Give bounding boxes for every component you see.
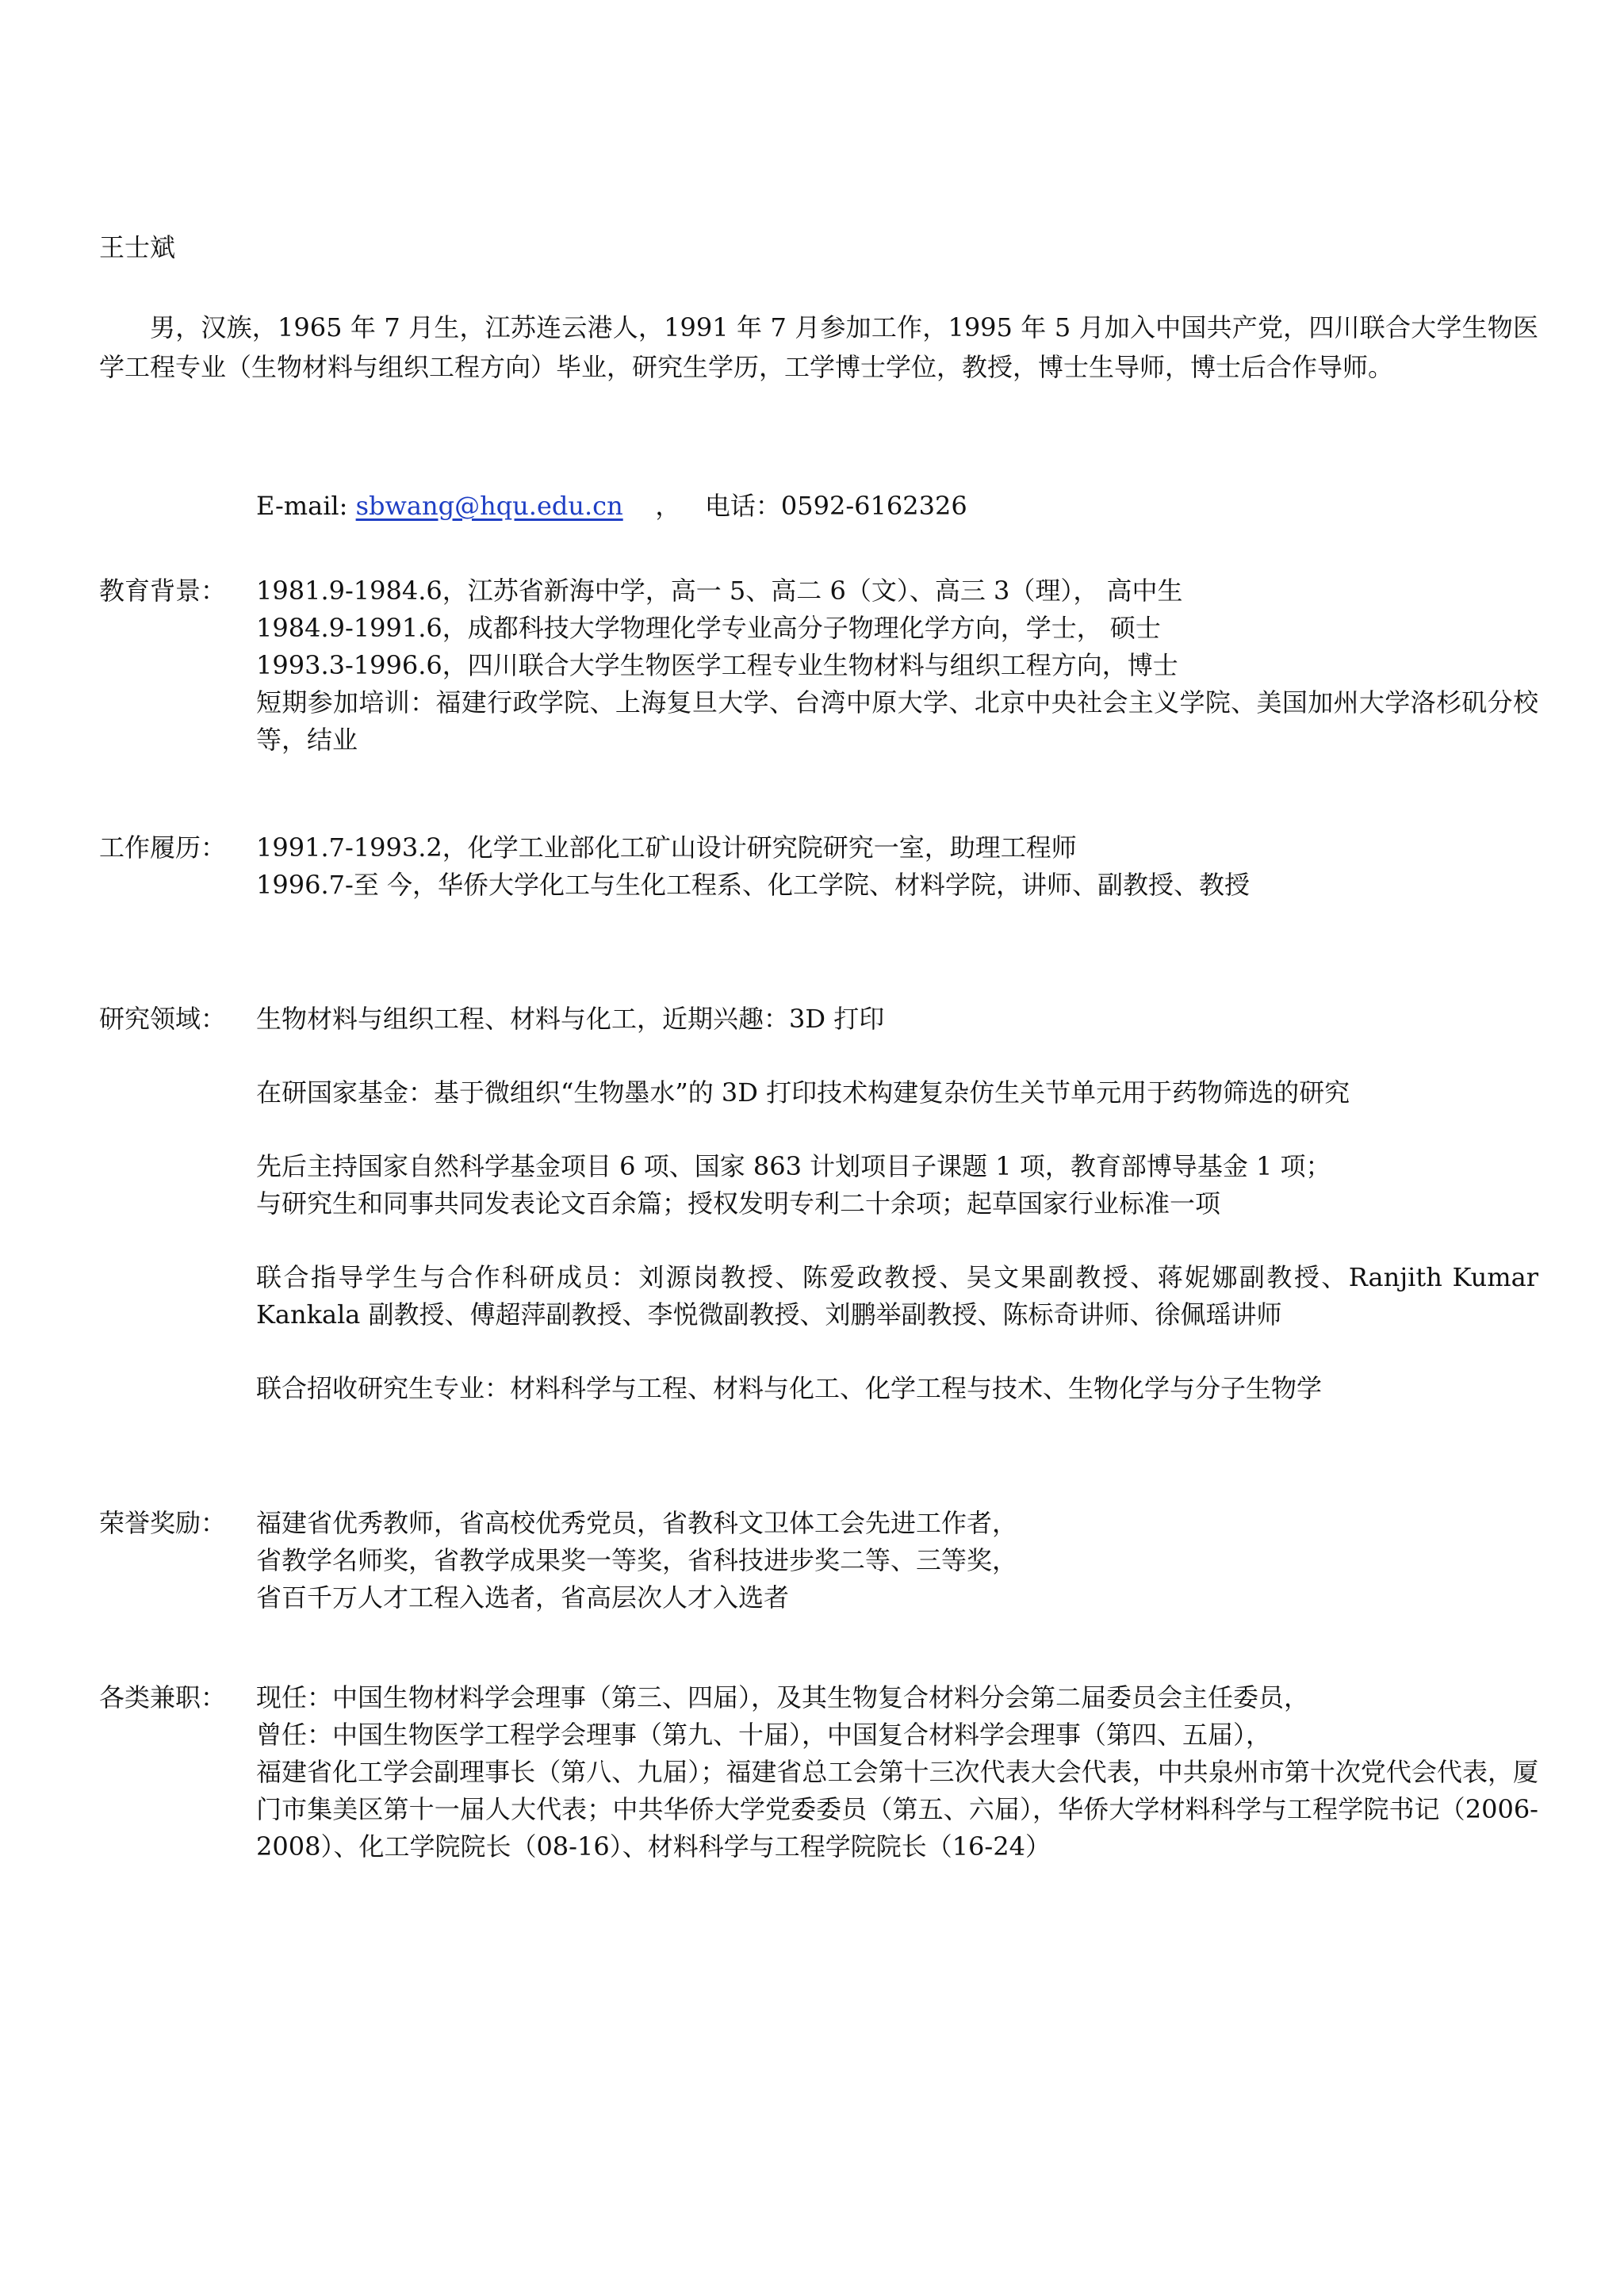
education-line: 1993.3-1996.6，四川联合大学生物医学工程专业生物材料与组织工程方向，博士 (256, 650, 1178, 680)
work-line: 1991.7-1993.2，化学工业部化工矿山设计研究院研究一室，助理工程师 (256, 832, 1077, 863)
honors-line: 省百千万人才工程入选者，省高层次人才入选者 (256, 1582, 790, 1613)
phone-number: 电话：0592-6162326 (704, 491, 967, 521)
posts-former-line: 曾任：中国生物医学工程学会理事（第九、十届），中国复合材料学会理事（第四、五届）， (256, 1720, 1272, 1750)
work-line: 1996.7-至 今，华侨大学化工与生化工程系、化工学院、材料学院，讲师、副教授、教授 (256, 870, 1250, 900)
email-label: E-mail: (256, 491, 356, 521)
contact-separator: ， (622, 491, 705, 521)
posts-label: 各类兼职： (99, 1682, 227, 1712)
honors-line: 福建省优秀教师，省高校优秀党员，省教科文卫体工会先进工作者， (256, 1508, 1018, 1538)
research-label: 研究领域： (99, 1004, 227, 1034)
education-line: 1981.9-1984.6，江苏省新海中学，高一 5、高二 6（文）、高三 3（理）， 高中生 (256, 576, 1183, 606)
posts-current: 现任：中国生物材料学会理事（第三、四届），及其生物复合材料分会第二届委员会主任委员， (256, 1682, 1310, 1712)
education-label: 教育背景： (99, 576, 227, 606)
posts-former-detail: 福建省化工学会副理事长（第八、九届）；福建省总工会第十三次代表大会代表，中共泉州市第十次党代会代表，厦门市集美区第十一届人大代表；中共华侨大学党委委员（第五、六届），华侨大学材料科学与工程学院书记（2006-2008）、化工学院院长（08-16）、材料科学与工程学院院长（16-24） (256, 1757, 1538, 1862)
person-name: 王士斌 (99, 232, 176, 262)
research-projects-line: 先后主持国家自然科学基金项目 6 项、国家 863 计划项目子课题 1 项，教育部博导基金 1 项； (256, 1151, 1331, 1181)
education-line: 1984.9-1991.6，成都科技大学物理化学专业高分子物理化学方向，学士， 硕士 (256, 613, 1161, 643)
research-majors: 联合招收研究生专业：材料科学与工程、材料与化工、化学工程与技术、生物化学与分子生物学 (256, 1373, 1323, 1403)
research-projects-line: 与研究生和同事共同发表论文百余篇；授权发明专利二十余项；起草国家行业标准一项 (256, 1188, 1221, 1219)
research-field: 生物材料与组织工程、材料与化工，近期兴趣：3D 打印 (256, 1004, 885, 1034)
honors-content (256, 1505, 1538, 1617)
posts-content (256, 1679, 1538, 1866)
research-team: 联合指导学生与合作科研成员：刘源岗教授、陈爱政教授、吴文果副教授、蒋妮娜副教授、Ranjith Kumar Kankala 副教授、傅超萍副教授、李悦微副教授、刘鹏举副教授、陈标奇讲师、徐佩瑶讲师 (256, 1262, 1538, 1330)
contact-line (256, 487, 967, 525)
intro-paragraph: 男，汉族，1965 年 7 月生，江苏连云港人，1991 年 7 月参加工作，1995 年 5 月加入中国共产党，四川联合大学生物医学工程专业（生物材料与组织工程方向）毕业，研究生学历，工学博士学位，教授，博士生导师，博士后合作导师。 (99, 312, 1538, 382)
education-training: 短期参加培训：福建行政学院、上海复旦大学、台湾中原大学、北京中央社会主义学院、美国加州大学洛杉矶分校等，结业 (256, 687, 1538, 755)
work-content (256, 829, 1538, 904)
email-link[interactable]: sbwang@hqu.edu.cn (355, 491, 623, 521)
research-fund: 在研国家基金：基于微组织“生物墨水”的 3D 打印技术构建复杂仿生关节单元用于药物筛选的研究 (256, 1077, 1350, 1108)
education-content (256, 572, 1538, 759)
honors-line: 省教学名师奖，省教学成果奖一等奖，省科技进步奖二等、三等奖， (256, 1545, 1018, 1575)
research-content (256, 1001, 1538, 1407)
work-label: 工作履历： (99, 832, 227, 863)
honors-label: 荣誉奖励： (99, 1508, 227, 1538)
